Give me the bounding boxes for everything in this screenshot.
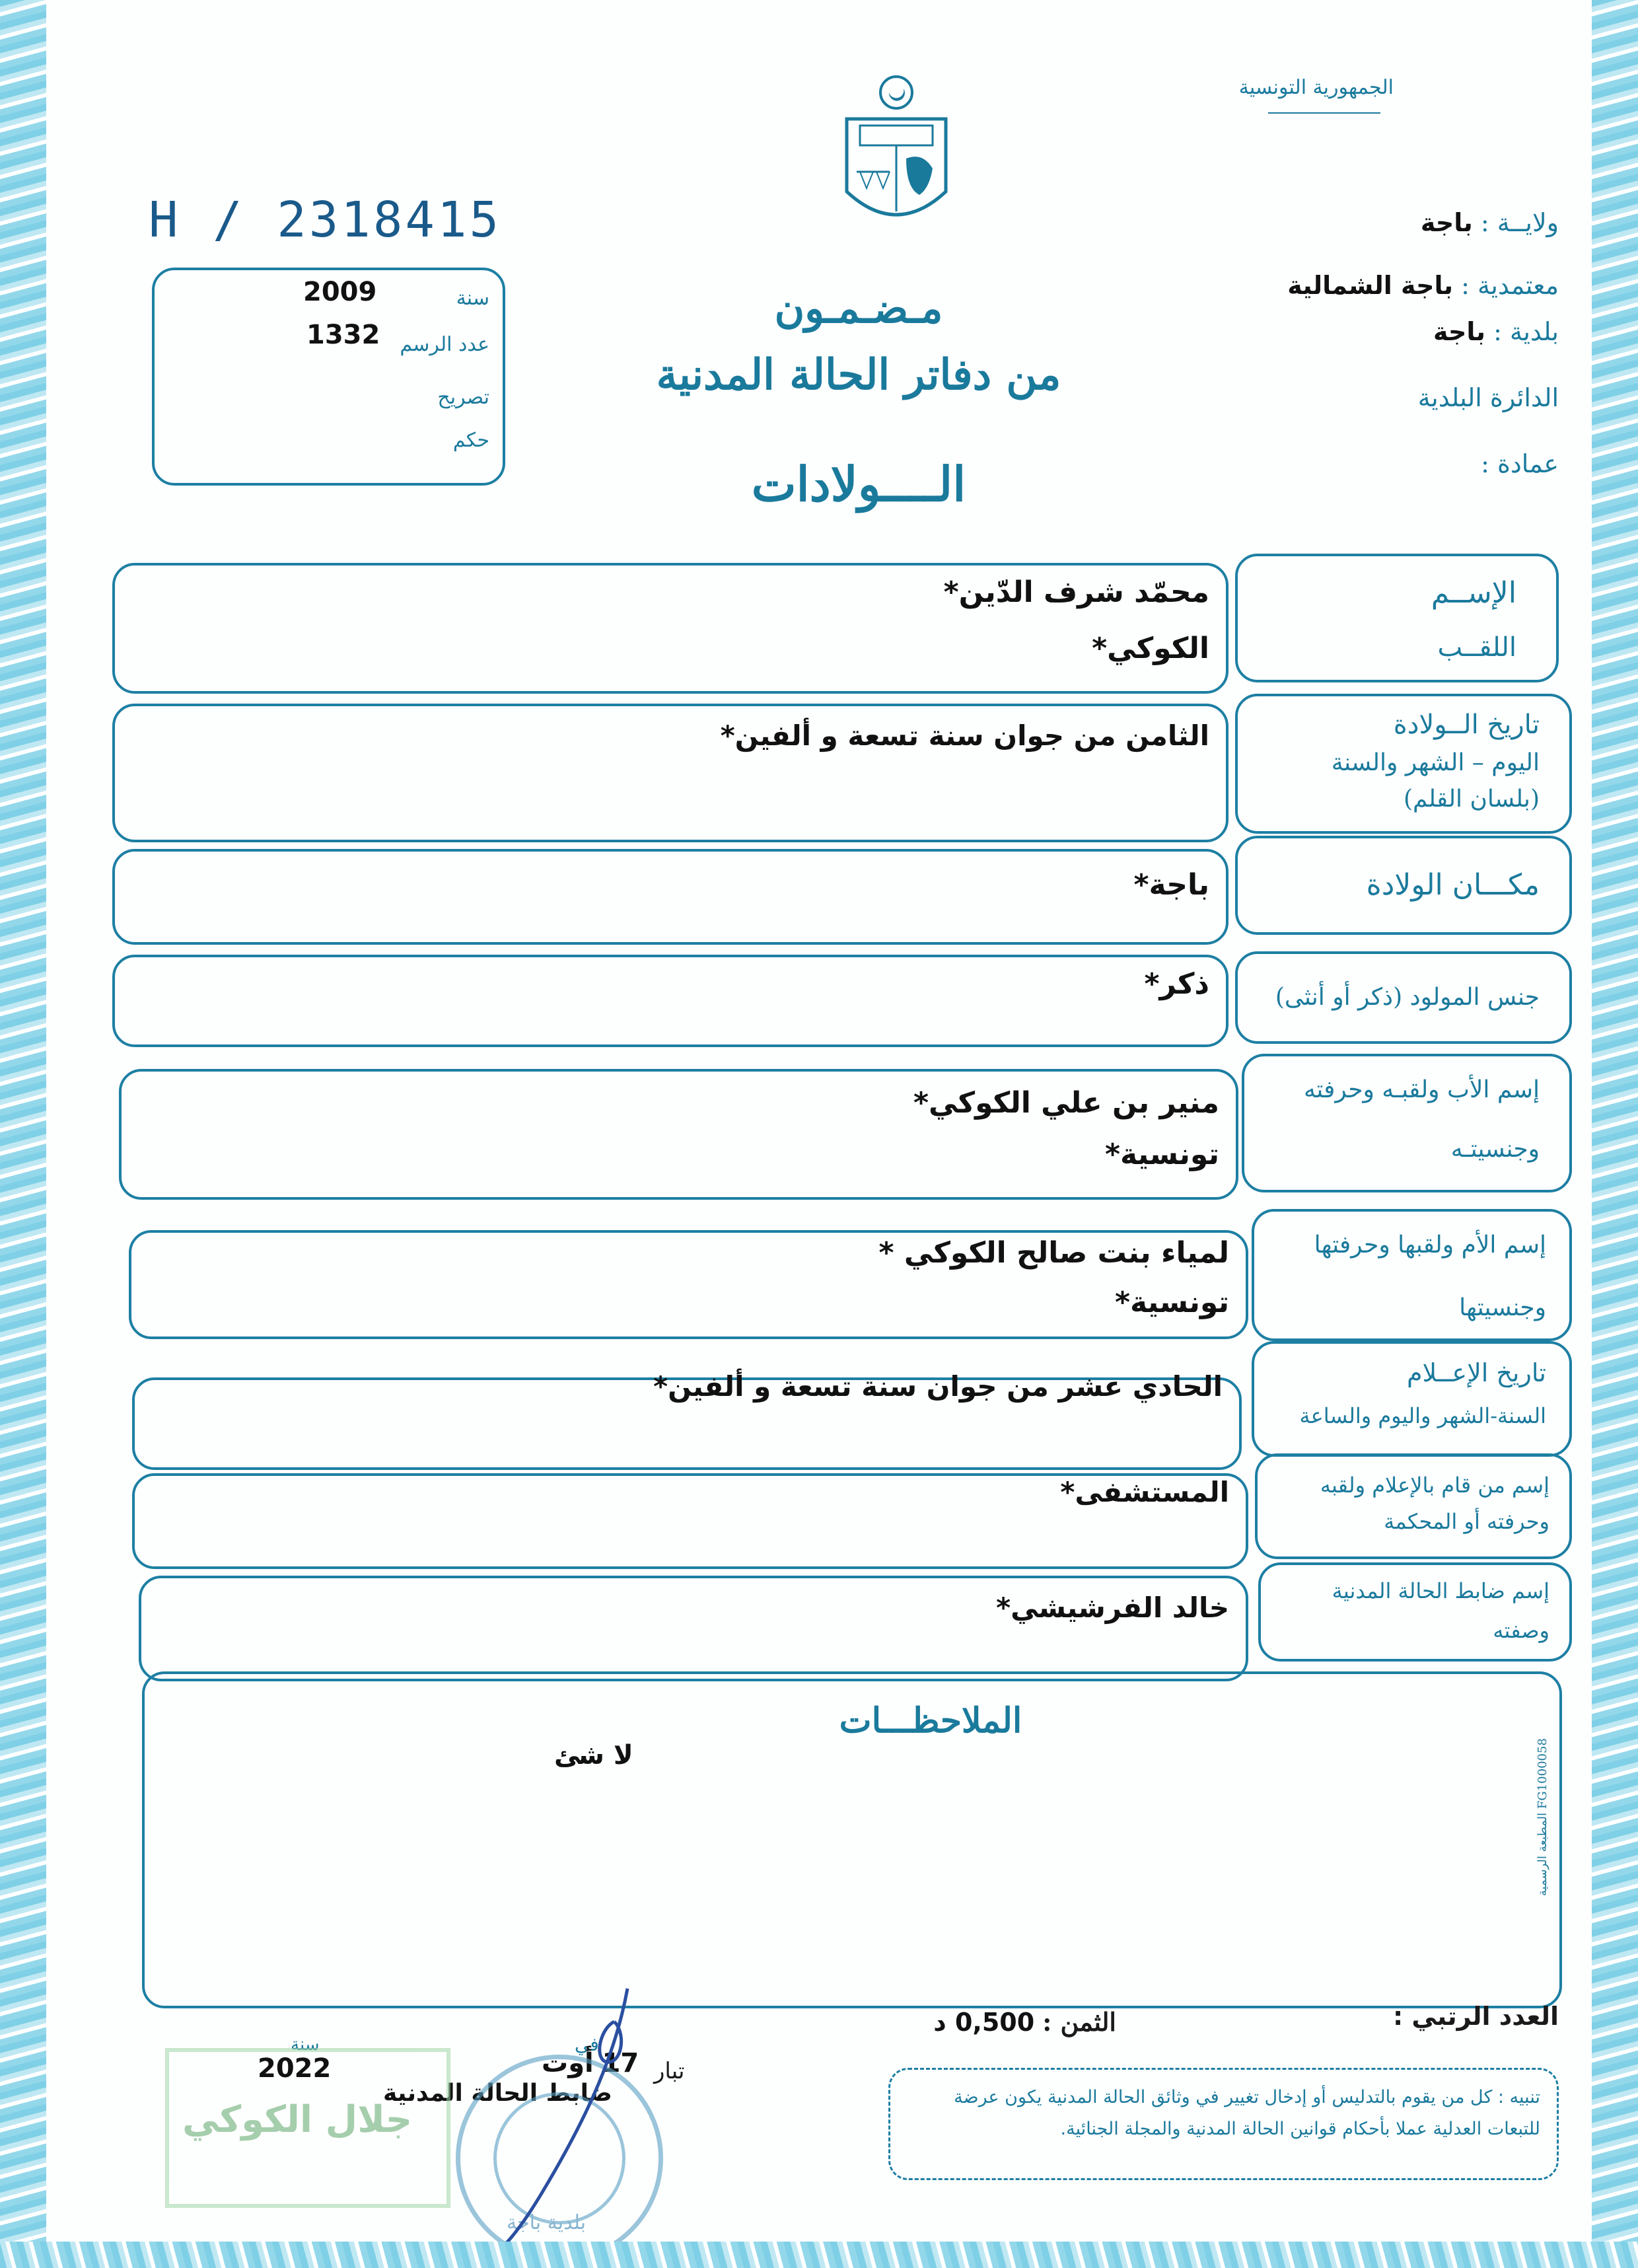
name-label: الإســم — [1431, 576, 1516, 610]
surname-label: اللقــب — [1437, 632, 1516, 663]
baladia-row — [1433, 317, 1559, 346]
left-decorative-border — [0, 0, 46, 2268]
value-box-sex — [112, 955, 1228, 1047]
republic-underline — [1268, 112, 1380, 114]
birth-date-label: تاريخ الــولادة — [1393, 710, 1540, 740]
value-box-father — [119, 1069, 1238, 1200]
label-box-birth-place — [1235, 836, 1572, 935]
serial-order-label: العدد الرتبي : — [1392, 2002, 1559, 2031]
bottom-decorative-border — [0, 2242, 1638, 2268]
birth-date-value: الثامن من جوان سنة تسعة و ألفين* — [720, 719, 1209, 752]
wilaya-row — [1421, 208, 1559, 237]
declaration-date-value: الحادي عشر من جوان سنة تسعة و ألفين* — [653, 1370, 1223, 1403]
issue-month: أوت — [542, 2048, 594, 2078]
father-value: منير بن علي الكوكي* — [913, 1086, 1219, 1120]
warning-notice-box — [888, 2068, 1559, 2180]
right-decorative-border — [1592, 0, 1638, 2268]
issue-day: 17 — [602, 2048, 639, 2078]
value-box-name — [112, 563, 1228, 694]
declarant-court-label: وحرفته أو المحكمة — [1384, 1509, 1549, 1534]
footer-year-label: سنة — [291, 2035, 320, 2055]
baladia-value: باجة — [1433, 317, 1485, 346]
first-name-value: محمّد شرف الدّين* — [943, 575, 1209, 609]
surname-value: الكوكي* — [1092, 632, 1209, 665]
birth-date-format-label: اليوم – الشهر والسنة — [1331, 749, 1540, 776]
republic-label: الجمهورية التونسية — [1238, 76, 1394, 99]
father-nationality-label: وجنسيتـه — [1450, 1136, 1540, 1163]
fi-label: في — [575, 2033, 599, 2055]
title-births: الــــولادات — [751, 456, 966, 512]
value-box-declaration-date — [132, 1370, 1242, 1470]
label-box-father — [1242, 1054, 1572, 1192]
stamp-name: جلال الكوكي — [182, 2098, 413, 2141]
daira-label: الدائرة البلدية — [1417, 383, 1559, 412]
wilaya-value: باجة — [1420, 208, 1473, 237]
title-summary: مـضـمـون — [774, 284, 943, 332]
father-nationality-value: تونسية* — [1104, 1138, 1219, 1171]
label-box-name — [1235, 554, 1559, 682]
declarant-value: المستشفى* — [1060, 1476, 1229, 1508]
footer-year-value: 2022 — [258, 2053, 332, 2084]
remarks-title: الملاحظـــات — [839, 1701, 1022, 1741]
price-row — [933, 2007, 1116, 2037]
mother-nationality-value: تونسية* — [1114, 1286, 1229, 1319]
value-box-registrar — [139, 1576, 1248, 1681]
father-label: إسم الأب ولقبـه وحرفته — [1303, 1076, 1540, 1103]
baladia-label: بلدية : — [1493, 317, 1559, 346]
sex-label: جنس المولود (ذكر أو أنثى) — [1275, 984, 1540, 1011]
signature-icon — [462, 1982, 660, 2266]
price-label: الثمن : — [1042, 2007, 1116, 2037]
warning-notice-text: تنبيه : كل من يقوم بالتدليس أو إدخال تغيير في وثائق الحالة المدنية يكون عرضة للتبعات العدلية عملا بأحكام قوانين الحالة المدنية والمجلة الجنائية. — [954, 2087, 1540, 2139]
record-number-label: عدد الرسم — [400, 333, 489, 356]
declaration-label: تصريح — [437, 386, 489, 409]
officer-label: ضابط الحالة المدنية — [383, 2080, 612, 2107]
declaration-date-format-label: السنة-الشهر واليوم والساعة — [1299, 1403, 1546, 1428]
registrar-title-label: وصفته — [1493, 1618, 1549, 1643]
birth-place-label: مكـــان الولادة — [1366, 868, 1540, 902]
printer-mark: المطبعة الرسمية FG1000058 — [1536, 1738, 1549, 1896]
judgment-label: حكم — [452, 429, 489, 452]
mother-label: إسم الأم ولقبها وحرفتها — [1314, 1231, 1546, 1259]
mootamadia-label: معتمدية : — [1461, 271, 1559, 300]
registrar-value: خالد الفرشيشي* — [996, 1591, 1229, 1624]
value-box-mother — [129, 1230, 1248, 1339]
birth-place-value: باجة* — [1133, 868, 1209, 902]
mootamadia-value: باجة الشمالية — [1287, 271, 1453, 300]
year-value: 2009 — [303, 277, 377, 307]
record-number-value: 1332 — [306, 320, 380, 350]
officer-name-stamp — [165, 2048, 450, 2208]
declaration-date-label: تاريخ الإعــلام — [1406, 1358, 1546, 1387]
mother-nationality-label: وجنسيتها — [1459, 1294, 1546, 1321]
registrar-label: إسم ضابط الحالة المدنية — [1332, 1578, 1549, 1603]
label-box-declaration-date — [1252, 1341, 1572, 1457]
wilaya-label: ولايــة : — [1480, 208, 1559, 237]
value-box-birth-place — [112, 849, 1228, 945]
imada-label: عمادة : — [1481, 449, 1559, 478]
label-box-declarant — [1255, 1453, 1572, 1559]
remarks-box — [142, 1671, 1562, 2008]
sex-value: ذكر* — [1144, 967, 1209, 1001]
year-label: سنة — [456, 287, 489, 310]
tunisia-emblem-icon — [834, 73, 959, 244]
value-box-birth-date — [112, 704, 1228, 842]
registry-box — [152, 268, 505, 486]
seal-text: بلدية باجة — [507, 2211, 587, 2234]
title-civil-registers: من دفاتر الحالة المدنية — [656, 350, 1061, 400]
remarks-value: لا شئ — [554, 1740, 633, 1771]
label-box-mother — [1252, 1209, 1572, 1341]
price-value: 0,500 د — [933, 2008, 1035, 2037]
birth-date-words-label: (بلسان القلم) — [1403, 786, 1540, 813]
label-box-registrar — [1258, 1562, 1572, 1662]
mother-value: لمياء بنت صالح الكوكي * — [878, 1236, 1229, 1270]
place-label: تبار — [654, 2058, 685, 2084]
value-box-declarant — [132, 1473, 1248, 1569]
mootamadia-row — [1287, 271, 1559, 300]
declarant-label: إسم من قام بالإعلام ولقبه — [1320, 1473, 1549, 1498]
label-box-sex — [1235, 951, 1572, 1044]
serial-number: H / 2318415 — [149, 192, 502, 248]
label-box-birth-date — [1235, 694, 1572, 834]
